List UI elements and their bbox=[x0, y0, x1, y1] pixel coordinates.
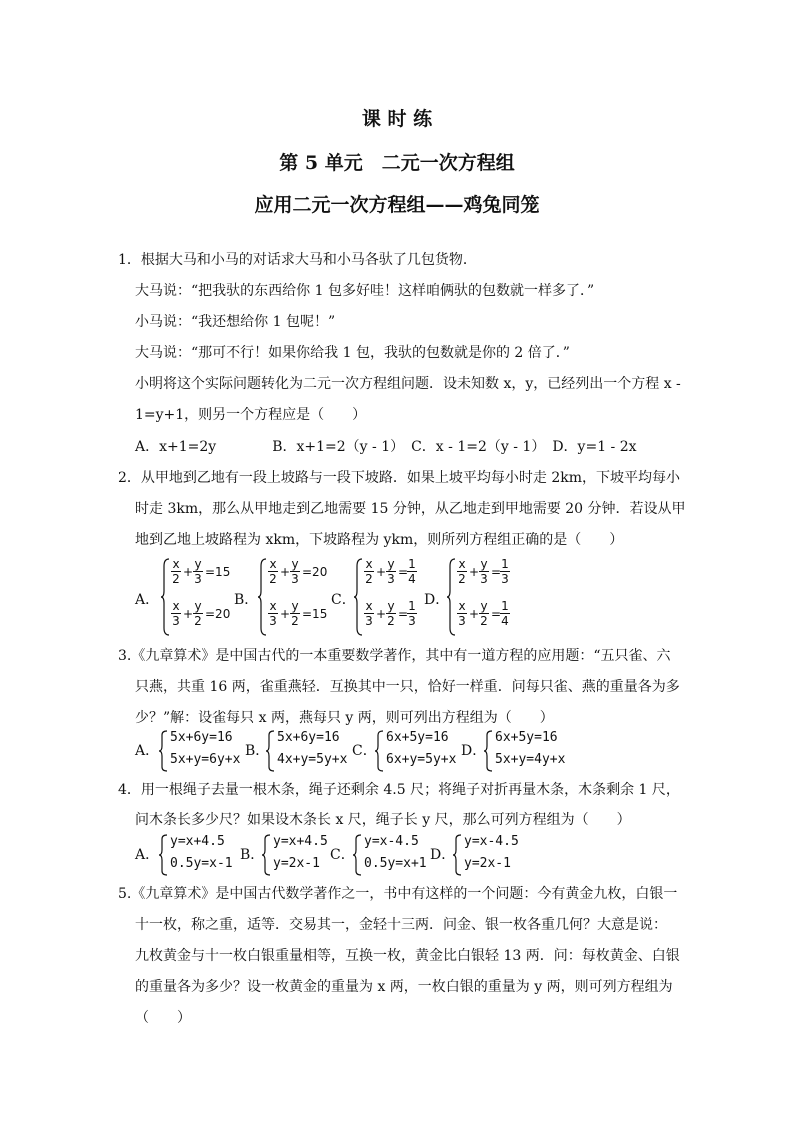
q2-d-brace-icon bbox=[446, 558, 456, 636]
q2-a-frac-2: y 3 bbox=[194, 557, 202, 586]
q4-d-brace-icon bbox=[452, 834, 462, 876]
q2-b-plus-1: + bbox=[280, 565, 291, 579]
q4-d-eq-2: y=2x-1 bbox=[464, 856, 511, 871]
q4-c-eq-2: 0.5y=x+1 bbox=[364, 856, 427, 871]
q4-option-d-label: D． bbox=[430, 847, 456, 863]
q2-b-frac-4: y 2 bbox=[291, 599, 299, 628]
q2-option-d-label: D． bbox=[424, 592, 450, 608]
q3-d-brace-icon bbox=[483, 730, 493, 772]
q2-a-rhs-2: =20 bbox=[205, 607, 231, 621]
q1-text-2: 1=y+1，则另一个方程应是（ ） bbox=[135, 407, 367, 423]
q4-option-b-label: B． bbox=[240, 847, 265, 863]
q2-b-frac-1: x 2 bbox=[269, 557, 277, 586]
q4-b-brace-icon bbox=[261, 834, 271, 876]
q3-option-c-label: C． bbox=[352, 743, 377, 759]
q3-option-a-label: A． bbox=[135, 743, 160, 759]
q2-c-brace-icon bbox=[353, 558, 363, 636]
q3-stem-2: 只燕，共重 16 两，雀重燕轻．互换其中一只，恰好一样重．问每只雀、燕的重量各为多 bbox=[135, 679, 680, 695]
q4-option-c-label: C． bbox=[330, 847, 355, 863]
q1-dialogue-1: 大马说：“把我驮的东西给你 1 包多好哇！这样咱俩驮的包数就一样多了．” bbox=[135, 283, 595, 299]
q5-stem-3: 九枚黄金与十一枚白银重量相等，互换一枚，黄金比白银轻 13 两．问：每枚黄金、白银 bbox=[135, 948, 680, 964]
q2-c-frac-4: x 3 bbox=[365, 599, 373, 628]
q3-option-b-label: B． bbox=[245, 743, 270, 759]
q2-d-frac-6: 1 4 bbox=[501, 599, 509, 628]
q4-c-eq-1: y=x-4.5 bbox=[364, 834, 419, 849]
q2-d-frac-2: y 3 bbox=[480, 557, 488, 586]
q3-c-eq-2: 6x+y=5y+x bbox=[386, 752, 457, 767]
q4-b-eq-2: y=2x-1 bbox=[273, 856, 320, 871]
q5-stem-4: 的重量各为多少？设一枚黄金的重量为 x 两，一枚白银的重量为 y 两，则可列方程组为 bbox=[135, 979, 673, 995]
q3-b-brace-icon bbox=[265, 730, 275, 772]
q2-c-frac-5: y 2 bbox=[387, 599, 395, 628]
q4-d-eq-1: y=x-4.5 bbox=[464, 834, 519, 849]
q3-option-d-label: D． bbox=[461, 743, 487, 759]
q3-b-eq-1: 5x+6y=16 bbox=[277, 730, 340, 745]
q2-option-a-label: A． bbox=[135, 592, 160, 608]
q2-b-brace-icon bbox=[257, 558, 267, 636]
q1-text-1: 小明将这个实际问题转化为二元一次方程组问题．设未知数 x，y，已经列出一个方程 x - bbox=[135, 376, 681, 392]
q5-stem-5: （ ） bbox=[135, 1010, 191, 1026]
q2-a-plus-1: + bbox=[183, 565, 194, 579]
q2-d-plus-2: + bbox=[469, 607, 480, 621]
q2-b-rhs-1: =20 bbox=[302, 565, 328, 579]
q2-a-rhs-1: =15 bbox=[205, 565, 231, 579]
q2-b-frac-3: x 3 bbox=[269, 599, 277, 628]
q2-c-frac-3: 1 4 bbox=[408, 557, 416, 586]
q3-a-brace-icon bbox=[158, 730, 168, 772]
q2-d-plus-1: + bbox=[469, 565, 480, 579]
q4-a-brace-icon bbox=[158, 834, 168, 876]
q3-d-eq-1: 6x+5y=16 bbox=[495, 730, 558, 745]
page-header-title: 课 时 练 bbox=[361, 108, 433, 130]
q2-a-frac-3: x 3 bbox=[172, 599, 180, 628]
unit-title: 第 5 单元 二元一次方程组 bbox=[279, 152, 515, 174]
q2-c-frac-2: y 3 bbox=[387, 557, 395, 586]
topic-title: 应用二元一次方程组——鸡兔同笼 bbox=[254, 194, 540, 216]
q2-d-frac-1: x 2 bbox=[458, 557, 466, 586]
q3-stem-3: 少？”解：设雀每只 x 两，燕每只 y 两，则可列出方程组为（ ） bbox=[135, 710, 554, 726]
q2-c-frac-1: x 2 bbox=[365, 557, 373, 586]
q2-d-eq-1: = bbox=[491, 565, 502, 579]
q1-dialogue-2: 小马说：“我还想给你 1 包呢！” bbox=[135, 314, 336, 330]
q3-a-eq-2: 5x+y=6y+x bbox=[170, 752, 241, 767]
q2-d-frac-5: y 2 bbox=[480, 599, 488, 628]
q5-stem-1: 5.《九章算术》是中国古代数学著作之一，书中有这样的一个问题：今有黄金九枚，白银一 bbox=[118, 886, 678, 902]
q2-c-eq-1: = bbox=[398, 565, 409, 579]
q2-b-frac-2: y 3 bbox=[291, 557, 299, 586]
q2-stem-3: 地到乙地上坡路程为 xkm，下坡路程为 ykm，则所列方程组正确的是（ ） bbox=[135, 532, 624, 548]
q2-option-b-label: B． bbox=[234, 592, 259, 608]
q2-a-frac-1: x 2 bbox=[172, 557, 180, 586]
q1-dialogue-3: 大马说：“那可不行！如果你给我 1 包，我驮的包数就是你的 2 倍了．” bbox=[135, 345, 570, 361]
q2-stem-1: 2．从甲地到乙地有一段上坡路与一段下坡路．如果上坡平均每小时走 2km，下坡平均每小 bbox=[118, 470, 681, 486]
q2-option-c-label: C． bbox=[331, 592, 356, 608]
q2-a-frac-4: y 2 bbox=[194, 599, 202, 628]
q3-c-brace-icon bbox=[374, 730, 384, 772]
q4-c-brace-icon bbox=[352, 834, 362, 876]
q3-c-eq-1: 6x+5y=16 bbox=[386, 730, 449, 745]
q4-stem-1: 4．用一根绳子去量一根木条，绳子还剩余 4.5 尺；将绳子对折再量木条，木条剩余 1 尺， bbox=[118, 782, 680, 798]
q4-option-a-label: A． bbox=[135, 847, 160, 863]
q4-b-eq-1: y=x+4.5 bbox=[273, 834, 328, 849]
q2-c-plus-1: + bbox=[376, 565, 387, 579]
q4-a-eq-2: 0.5y=x-1 bbox=[170, 856, 233, 871]
q4-stem-2: 问木条长多少尺？如果设木条长 x 尺，绳子长 y 尺，那么可列方程组为（ ） bbox=[135, 812, 631, 828]
q3-b-eq-2: 4x+y=5y+x bbox=[277, 752, 348, 767]
q3-a-eq-1: 5x+6y=16 bbox=[170, 730, 233, 745]
q4-a-eq-1: y=x+4.5 bbox=[170, 834, 225, 849]
q5-stem-2: 十一枚，称之重，适等．交易其一，金轻十三两．问金、银一枚各重几何？大意是说： bbox=[135, 917, 667, 933]
q2-d-frac-4: x 3 bbox=[458, 599, 466, 628]
q2-c-frac-6: 1 3 bbox=[408, 599, 416, 628]
q3-stem-1: 3.《九章算术》是中国古代的一本重要数学著作，其中有一道方程的应用题：“五只雀、六 bbox=[118, 648, 671, 664]
q2-c-plus-2: + bbox=[376, 607, 387, 621]
q2-d-eq-2: = bbox=[491, 607, 502, 621]
q3-d-eq-2: 5x+y=4y+x bbox=[495, 752, 566, 767]
q1-options: A．x+1=2y B．x+1=2（y - 1） C．x - 1=2（y - 1） D．y=1 - 2x bbox=[135, 439, 637, 455]
q2-d-frac-3: 1 3 bbox=[501, 557, 509, 586]
q2-a-brace-icon bbox=[160, 558, 170, 636]
q1-stem: 1．根据大马和小马的对话求大马和小马各驮了几包货物． bbox=[118, 252, 477, 268]
q2-b-plus-2: + bbox=[280, 607, 291, 621]
q2-b-rhs-2: =15 bbox=[302, 607, 328, 621]
q2-stem-2: 时走 3km，那么从甲地走到乙地需要 15 分钟，从乙地走到甲地需要 20 分钟．若设从甲 bbox=[135, 501, 686, 517]
q2-c-eq-2: = bbox=[398, 607, 409, 621]
q2-a-plus-2: + bbox=[183, 607, 194, 621]
